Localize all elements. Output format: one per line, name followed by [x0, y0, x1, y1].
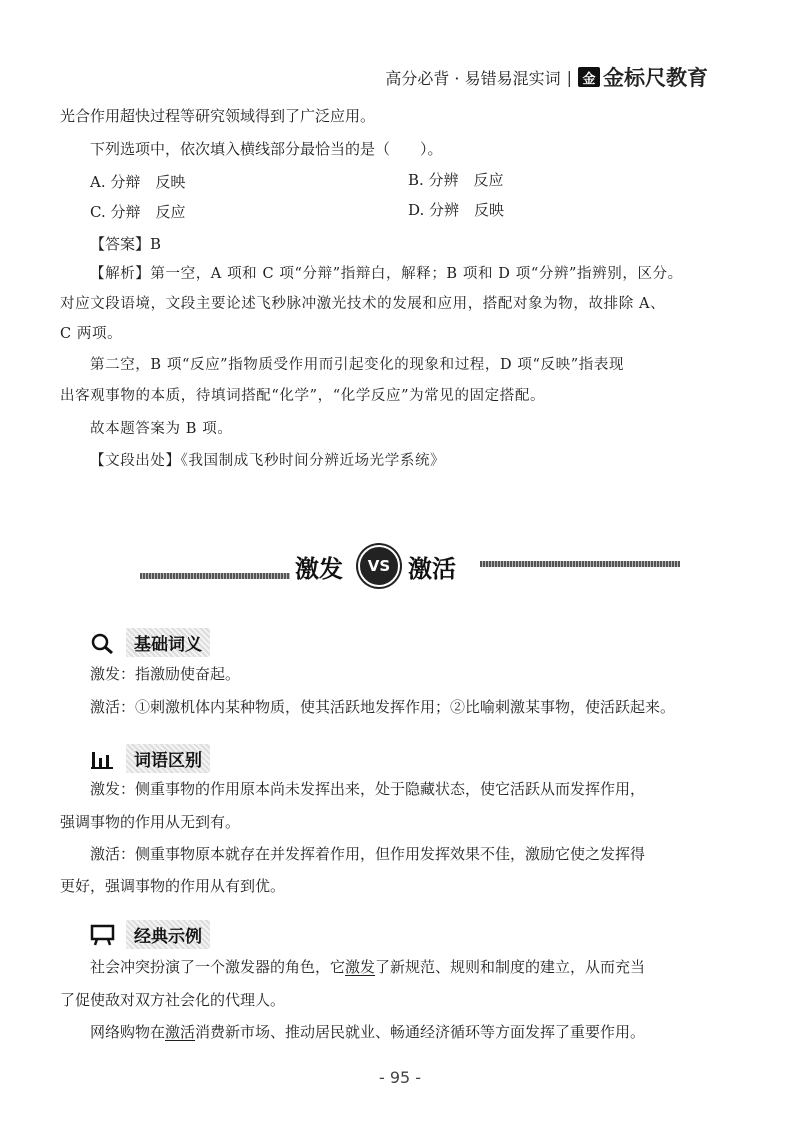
right-rule: [480, 561, 680, 567]
analysis-conclusion: 故本题答案为 B 项。: [90, 421, 233, 437]
highlighted-word: 激发: [345, 958, 376, 976]
question-stem: 下列选项中，依次填入横线部分最恰当的是（ ）。: [90, 140, 443, 158]
analysis-line: 【解析】第一空，A 项和 C 项“分辩”指辩白，解释；B 项和 D 项“分辨”指辨别，区分。: [90, 266, 683, 282]
example-text: 了新规范、规则和制度的建立，从而充当: [375, 958, 646, 976]
brand-mark-icon: 金: [578, 67, 600, 87]
screen-icon: [90, 924, 116, 946]
analysis-line: 第二空，B 项“反应”指物质受作用而引起变化的现象和过程，D 项“反映”指表现: [90, 357, 625, 373]
option-a: A. 分辩 反映: [90, 173, 186, 191]
section-diff-label: 词语区别: [126, 744, 210, 773]
section-example-label: 经典示例: [126, 920, 210, 949]
difference-line: 激发：侧重事物的作用原本尚未发挥出来，处于隐藏状态，使它活跃从而发挥作用，: [90, 780, 646, 798]
page-number: - 95 -: [378, 1068, 422, 1087]
title-word-right: 激活: [408, 554, 456, 583]
option-c: C. 分辩 反应: [90, 203, 186, 221]
section-basic-header: [90, 628, 210, 657]
example-sentence: [90, 957, 645, 977]
section-example-header: [90, 920, 210, 949]
brand-name: 金标尺教育: [603, 66, 708, 90]
example-text: 消费新市场、推动居民就业、畅通经济循环等方面发挥了重要作用。: [195, 1023, 646, 1041]
header-title: 高分必背 · 易错易混实词: [385, 68, 561, 88]
option-b: B. 分辨 反应: [408, 171, 504, 189]
analysis-line: 出客观事物的本质，待填词搭配“化学”，“化学反应”为常见的固定搭配。: [60, 388, 546, 404]
left-rule: [140, 573, 290, 579]
highlighted-word: 激活: [165, 1023, 196, 1041]
source-citation: 【文段出处】《我国制成飞秒时间分辨近场光学系统》: [90, 453, 446, 469]
section-basic-label: 基础词义: [126, 628, 210, 657]
answer: 【答案】B: [90, 235, 162, 253]
header-separator: |: [566, 67, 572, 87]
definition-line: 激活：①刺激机体内某种物质，使其活跃地发挥作用；②比喻刺激某事物，使活跃起来。: [90, 698, 676, 716]
page-header: [385, 62, 708, 92]
bar-chart-icon: [90, 748, 116, 770]
difference-line: 强调事物的作用从无到有。: [60, 813, 241, 831]
definition-line: 激发：指激励使奋起。: [90, 665, 241, 683]
example-sentence-cont: 了促使敌对双方社会化的代理人。: [60, 991, 286, 1009]
brand-logo: [578, 62, 708, 92]
option-d: D. 分辨 反映: [408, 201, 505, 219]
example-text: 网络购物在: [90, 1023, 166, 1041]
difference-line: 激活：侧重事物原本就存在并发挥着作用，但作用发挥效果不佳，激励它使之发挥得: [90, 845, 646, 863]
example-sentence: [90, 1022, 645, 1042]
vs-badge: VS: [358, 545, 400, 587]
word-pair-title: [140, 535, 680, 595]
example-text: 社会冲突扮演了一个激发器的角色，它: [90, 958, 346, 976]
analysis-line: 对应文段语境，文段主要论述飞秒脉冲激光技术的发展和应用，搭配对象为物，故排除 A、: [60, 296, 666, 312]
title-word-left: 激发: [295, 554, 343, 583]
analysis-line: C 两项。: [60, 326, 123, 342]
difference-line: 更好，强调事物的作用从有到优。: [60, 877, 286, 895]
passage-end: 光合作用超快过程等研究领域得到了广泛应用。: [60, 107, 376, 125]
search-icon: [90, 632, 116, 654]
section-diff-header: [90, 744, 210, 773]
